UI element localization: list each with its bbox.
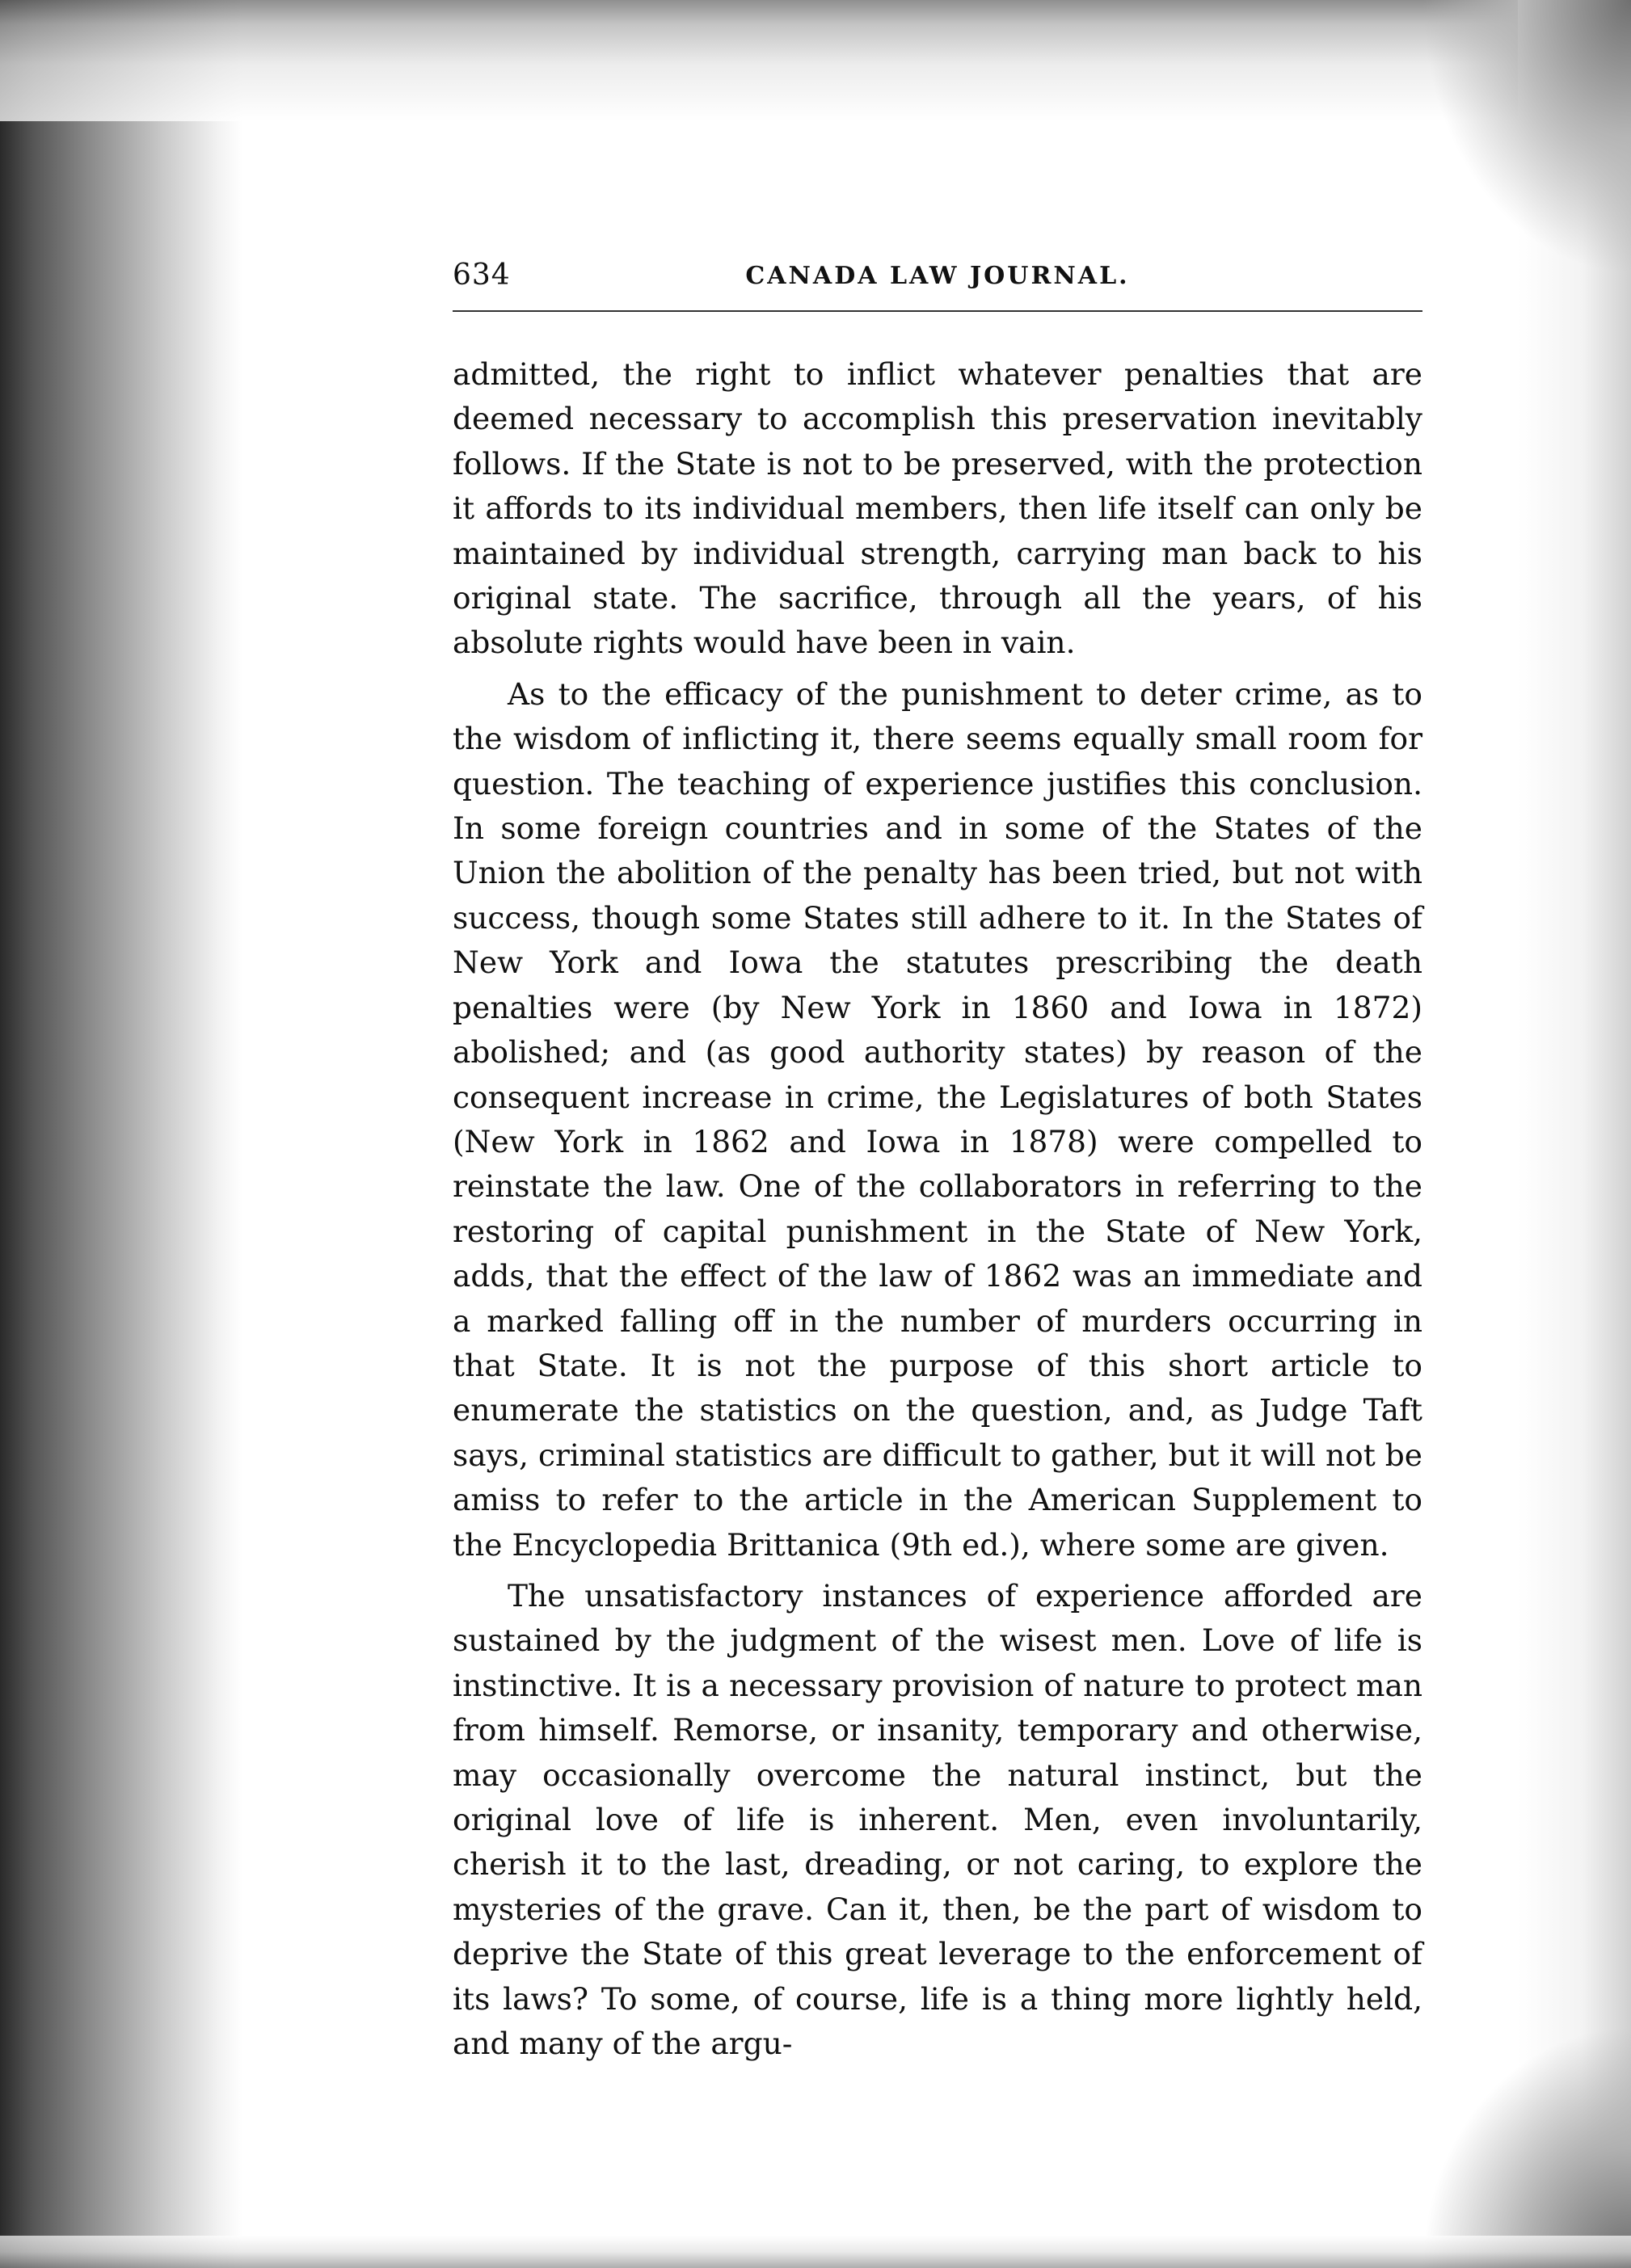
article-body [453, 352, 1422, 2066]
scan-shadow-right [1518, 0, 1631, 2268]
running-title: CANADA LAW JOURNAL. [745, 262, 1130, 290]
paragraph-2: As to the efficacy of the punishment to deter crime, as to the wisdom of inflicting it, there seems equally small room for question. The teaching of experience justifies this conclusion. In some foreign countries and in some of the States of the Union the abolition of the penalty has been tried, but not with success, though some States still adhere to it. In the States of New York and Iowa the statutes prescribing the death penalties were (by New York in 1860 and Iowa in 1872) abolished; and (as good authority states) by reason of the consequent increase in crime, the Legislatures of both States (New York in 1862 and Iowa in 1878) were compelled to reinstate the law. One of the collaborators in referring to the restoring of capital punishment in the State of New York, adds, that the effect of the law of 1862 was an immediate and a marked falling off in the number of murders occurring in that State. It is not the purpose of this short article to enumerate the statistics on the question, and, as Judge Taft says, criminal statistics are difficult to gather, but it will not be amiss to refer to the article in the American Supplement to the Encyclopedia Brittanica (9th ed.), where some are given. [453, 675, 1422, 1563]
scan-shadow-left [0, 0, 242, 2268]
scan-shadow-corner-top-right [1421, 0, 1631, 275]
page-header [453, 259, 1422, 307]
paragraph-3: The unsatisfactory instances of experience afforded are sustained by the judgment of the wisest men. Love of life is instinctive. It is a necessary provision of nature to protect man from himself. Remorse, or insanity, temporary and otherwise, may occasionally overcome the natural instinct, but the original love of life is inherent. Men, even involuntarily, cherish it to the last, dreading, or not caring, to explore the mysteries of the grave. Can it, then, be the part of wisdom to deprive the State of this great leverage to the enforcement of its laws? To some, of course, life is a thing more lightly held, and many of the argu- [453, 1577, 1422, 2062]
scan-shadow-bottom [0, 2236, 1631, 2268]
journal-page [453, 259, 1422, 2066]
scan-shadow-top [0, 0, 1631, 121]
scan-shadow-corner-bottom-right [1421, 2026, 1631, 2268]
paragraph-1: admitted, the right to inflict whatever penalties that are deemed necessary to accomplish this preservation inevitably follows. If the State is not to be preserved, with the protection it affords to its individual members, then life itself can only be maintained by individual strength, carrying man back to his original state. The sacrifice, through all the years, of his absolute rights would have been in vain. [453, 356, 1422, 661]
page-number: 634 [453, 259, 511, 292]
header-rule [453, 310, 1422, 312]
